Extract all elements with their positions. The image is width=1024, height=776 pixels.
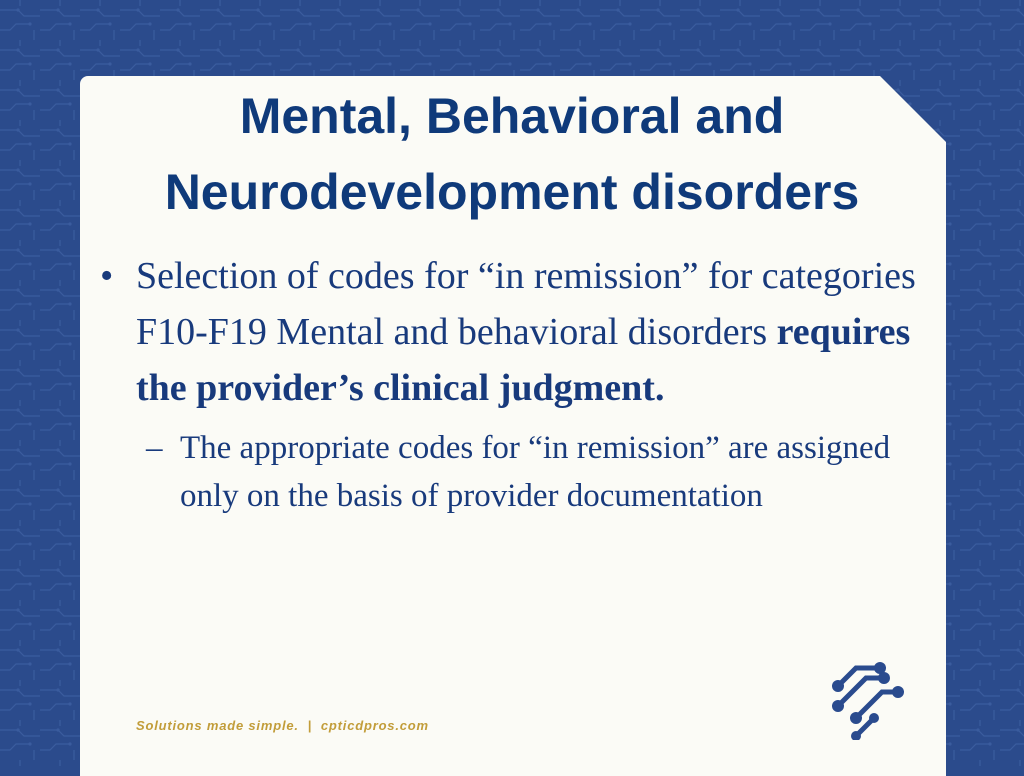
bullet-item — [100, 248, 920, 416]
sub-bullet-item — [100, 424, 920, 520]
bullet-text: Selection of codes for “in remission” for categories F10-F19 Mental and behavioral disorders — [136, 255, 916, 353]
sub-bullet-text: The appropriate codes for “in remission” are assigned only on the basis of provider documentation — [180, 430, 891, 514]
title-line-1: Mental, Behavioral and — [239, 88, 785, 144]
footer-tagline: Solutions made simple. | cpticdpros.com — [136, 718, 429, 733]
circuit-logo-icon — [826, 656, 910, 740]
bullet-marker: • — [100, 255, 114, 297]
slide-title — [82, 78, 942, 230]
bullet-list — [100, 248, 920, 520]
sub-bullet-marker: – — [146, 430, 163, 466]
title-line-2: Neurodevelopment disorders — [164, 164, 860, 220]
bullet-emphasis: requires the provider’s clinical judgment. — [136, 311, 911, 409]
